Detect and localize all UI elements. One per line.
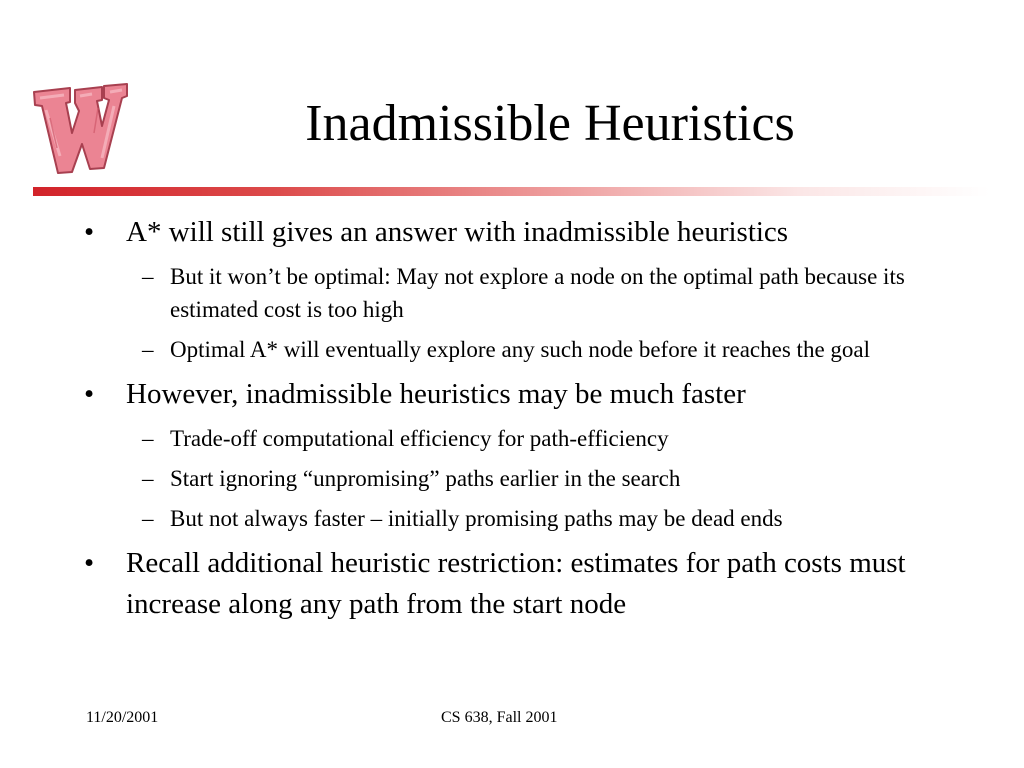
sub-bullet-text: Start ignoring “unpromising” paths earlier in the search: [170, 466, 681, 491]
sub-bullet-text: But not always faster – initially promising paths may be dead ends: [170, 506, 783, 531]
bullet-item: [80, 212, 960, 253]
bullet-list: [80, 212, 960, 625]
sub-bullet-item: [80, 502, 960, 535]
sub-bullet-marker: –: [142, 337, 154, 362]
sub-bullet-text: But it won’t be optimal: May not explore a node on the optimal path because its estimated cost is too high: [170, 264, 905, 322]
sub-bullet-marker: –: [142, 426, 154, 451]
footer-date: 11/20/2001: [86, 709, 159, 726]
bullet-item: [80, 543, 960, 625]
slide-title: Inadmissible Heuristics: [305, 95, 795, 152]
sub-bullet-marker: –: [142, 466, 154, 491]
bullet-text: A* will still gives an answer with inadmissible heuristics: [126, 216, 789, 248]
sub-bullet-text: Optimal A* will eventually explore any such node before it reaches the goal: [170, 337, 870, 362]
sub-bullet-item: [80, 333, 960, 366]
bullet-marker: •: [84, 547, 95, 579]
bullet-marker: •: [84, 378, 95, 410]
bullet-marker: •: [84, 216, 95, 248]
sub-bullet-item: [80, 462, 960, 495]
uw-w-logo-icon: [30, 78, 130, 176]
sub-bullet-item: [80, 422, 960, 455]
sub-bullet-marker: –: [142, 264, 154, 289]
title-divider: [33, 187, 990, 196]
bullet-text: Recall additional heuristic restriction: estimates for path costs must increase along any path from the start node: [126, 547, 906, 620]
footer-course: CS 638, Fall 2001: [441, 709, 558, 726]
sub-bullet-marker: –: [142, 506, 154, 531]
bullet-item: [80, 374, 960, 415]
bullet-text: However, inadmissible heuristics may be much faster: [126, 378, 746, 410]
sub-bullet-item: [80, 260, 960, 326]
sub-bullet-text: Trade-off computational efficiency for path-efficiency: [170, 426, 669, 451]
